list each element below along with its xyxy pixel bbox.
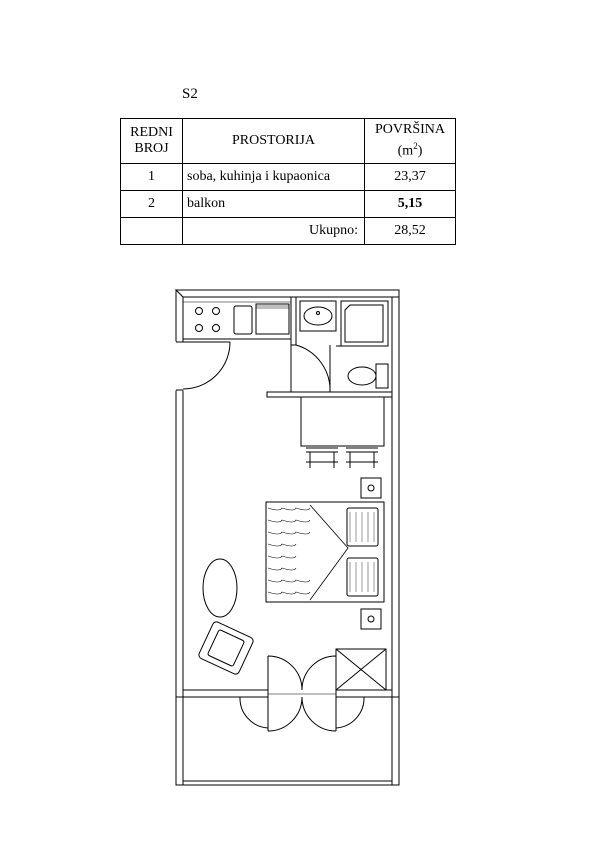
header-area [365, 119, 456, 164]
bed [266, 478, 384, 629]
header-room: PROSTORIJA [183, 119, 365, 164]
entrance-door [176, 342, 230, 390]
area-table [120, 118, 456, 245]
row-number: 2 [121, 191, 183, 218]
living-furniture [198, 559, 255, 675]
floor-plan [150, 280, 410, 795]
total-row [121, 218, 456, 245]
table-header-row [121, 119, 456, 164]
row-area: 23,37 [365, 164, 456, 191]
table-row [121, 164, 456, 191]
wardrobe [336, 649, 386, 690]
total-value: 28,52 [365, 218, 456, 245]
bathroom-fixtures [300, 301, 388, 388]
table-row [121, 191, 456, 218]
unit-label: S2 [182, 86, 198, 102]
header-area-unit: (m [397, 143, 414, 159]
kitchen-counter [183, 297, 291, 339]
header-number [121, 119, 183, 164]
header-area-line1: POVRŠINA [374, 122, 445, 138]
header-area-unit-close: ) [417, 143, 423, 159]
row-room: balkon [183, 191, 365, 218]
total-label: Ukupno: [183, 218, 365, 245]
balcony [176, 697, 399, 785]
row-number: 1 [121, 164, 183, 191]
header-area-unit-sup: 2 [413, 141, 418, 152]
header-number-line2: BROJ [134, 141, 169, 156]
total-spacer [121, 218, 183, 245]
row-room: soba, kuhinja i kupaonica [183, 164, 365, 191]
row-area: 5,15 [365, 191, 456, 218]
dining-table [301, 397, 384, 468]
outer-walls [176, 290, 399, 697]
header-number-line1: REDNI [130, 125, 173, 140]
